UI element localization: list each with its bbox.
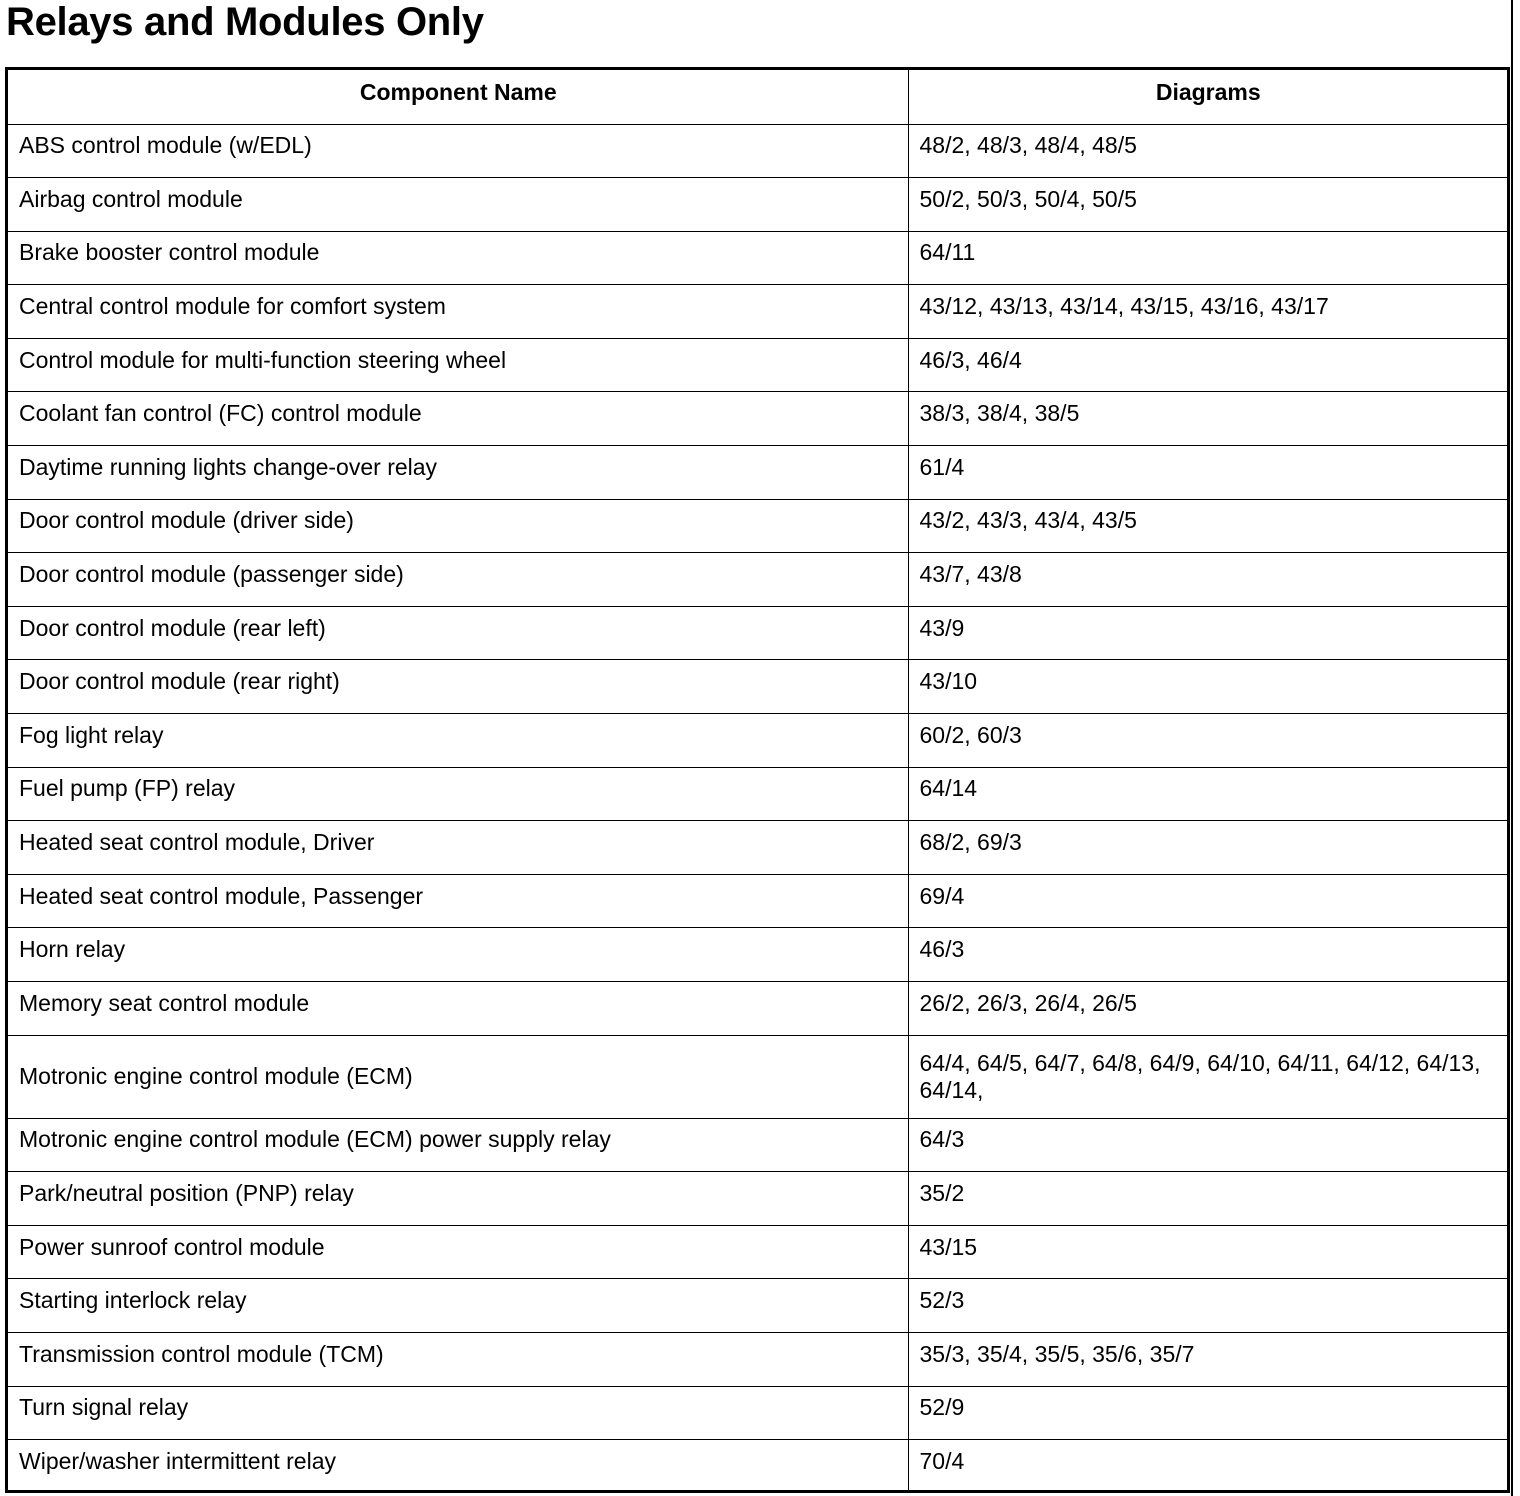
table-row [8, 338, 1507, 392]
diagrams-cell: 64/3 [908, 1118, 1507, 1172]
component-name-cell: Door control module (rear left) [8, 606, 908, 660]
diagrams-cell: 48/2, 48/3, 48/4, 48/5 [908, 124, 1507, 178]
diagrams-cell: 52/9 [908, 1386, 1507, 1440]
component-name-cell: Transmission control module (TCM) [8, 1332, 908, 1386]
component-name-cell: Park/neutral position (PNP) relay [8, 1172, 908, 1226]
component-name-cell: Motronic engine control module (ECM) [8, 1035, 908, 1118]
table-row [8, 1118, 1507, 1172]
table-row [8, 874, 1507, 928]
diagrams-cell: 69/4 [908, 874, 1507, 928]
diagrams-cell: 43/7, 43/8 [908, 553, 1507, 607]
table-row [8, 499, 1507, 553]
page-right-rule [1511, 0, 1513, 1496]
component-name-cell: Memory seat control module [8, 982, 908, 1036]
table-row [8, 392, 1507, 446]
diagrams-cell: 61/4 [908, 446, 1507, 500]
table-row [8, 285, 1507, 339]
component-name-cell: Heated seat control module, Driver [8, 821, 908, 875]
component-name-cell: Door control module (driver side) [8, 499, 908, 553]
diagrams-cell: 46/3, 46/4 [908, 338, 1507, 392]
table-row [8, 714, 1507, 768]
diagrams-cell: 43/2, 43/3, 43/4, 43/5 [908, 499, 1507, 553]
diagrams-cell: 70/4 [908, 1440, 1507, 1494]
diagrams-cell: 68/2, 69/3 [908, 821, 1507, 875]
diagrams-cell: 64/14 [908, 767, 1507, 821]
table-row [8, 1279, 1507, 1333]
component-name-cell: Horn relay [8, 928, 908, 982]
table-row [8, 1172, 1507, 1226]
diagrams-cell: 52/3 [908, 1279, 1507, 1333]
table-row [8, 178, 1507, 232]
component-name-cell: Motronic engine control module (ECM) power supply relay [8, 1118, 908, 1172]
component-name-cell: Wiper/washer intermittent relay [8, 1440, 908, 1494]
diagrams-cell: 64/11 [908, 231, 1507, 285]
component-name-cell: Fuel pump (FP) relay [8, 767, 908, 821]
diagrams-cell: 46/3 [908, 928, 1507, 982]
component-name-cell: Door control module (rear right) [8, 660, 908, 714]
table-row [8, 553, 1507, 607]
table-row [8, 1386, 1507, 1440]
diagrams-cell: 35/2 [908, 1172, 1507, 1226]
table-row [8, 928, 1507, 982]
page-title: Relays and Modules Only [6, 0, 484, 44]
component-name-cell: Turn signal relay [8, 1386, 908, 1440]
diagrams-cell: 38/3, 38/4, 38/5 [908, 392, 1507, 446]
component-name-cell: Daytime running lights change-over relay [8, 446, 908, 500]
column-header-diagrams: Diagrams [908, 70, 1507, 124]
table-row [8, 446, 1507, 500]
component-name-cell: Fog light relay [8, 714, 908, 768]
component-name-cell: Starting interlock relay [8, 1279, 908, 1333]
table-row [8, 821, 1507, 875]
table-row [8, 1440, 1507, 1494]
component-name-cell: Airbag control module [8, 178, 908, 232]
diagrams-cell: 26/2, 26/3, 26/4, 26/5 [908, 982, 1507, 1036]
diagrams-cell: 35/3, 35/4, 35/5, 35/6, 35/7 [908, 1332, 1507, 1386]
diagrams-cell: 43/15 [908, 1225, 1507, 1279]
component-name-cell: Door control module (passenger side) [8, 553, 908, 607]
component-name-cell: Heated seat control module, Passenger [8, 874, 908, 928]
component-name-cell: Brake booster control module [8, 231, 908, 285]
component-name-cell: Coolant fan control (FC) control module [8, 392, 908, 446]
relays-modules-table [5, 67, 1510, 1493]
diagrams-cell: 50/2, 50/3, 50/4, 50/5 [908, 178, 1507, 232]
diagrams-cell: 64/4, 64/5, 64/7, 64/8, 64/9, 64/10, 64/11, 64/12, 64/13, 64/14, [908, 1035, 1507, 1118]
component-name-cell: ABS control module (w/EDL) [8, 124, 908, 178]
component-name-cell: Power sunroof control module [8, 1225, 908, 1279]
table-row [8, 124, 1507, 178]
diagrams-cell: 43/10 [908, 660, 1507, 714]
table-row [8, 1225, 1507, 1279]
diagrams-cell: 43/12, 43/13, 43/14, 43/15, 43/16, 43/17 [908, 285, 1507, 339]
diagrams-cell: 43/9 [908, 606, 1507, 660]
table-row [8, 982, 1507, 1036]
table [8, 70, 1507, 1493]
component-name-cell: Central control module for comfort system [8, 285, 908, 339]
table-row [8, 660, 1507, 714]
diagrams-cell: 60/2, 60/3 [908, 714, 1507, 768]
column-header-component-name: Component Name [8, 70, 908, 124]
table-header-row [8, 70, 1507, 124]
table-row [8, 1035, 1507, 1118]
table-row [8, 767, 1507, 821]
table-row [8, 231, 1507, 285]
table-row [8, 1332, 1507, 1386]
table-row [8, 606, 1507, 660]
component-name-cell: Control module for multi-function steering wheel [8, 338, 908, 392]
